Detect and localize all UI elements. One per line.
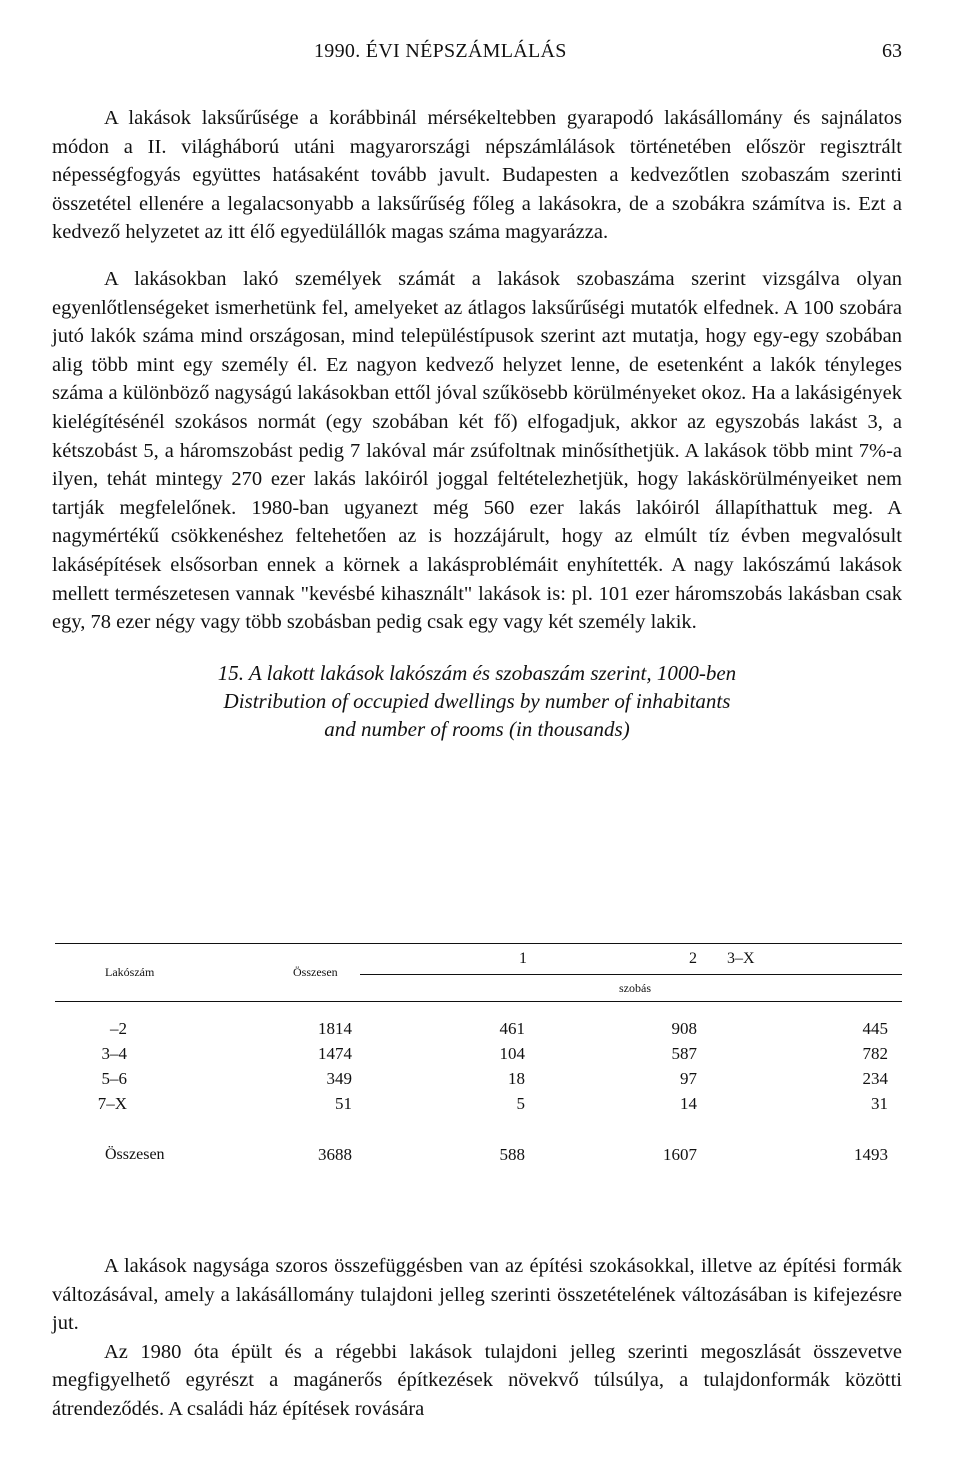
table-total-row bbox=[55, 1142, 902, 1167]
caption-line-2: Distribution of occupied dwellings by number of inhabitants bbox=[223, 688, 731, 713]
table-row bbox=[55, 1091, 902, 1116]
cell-total: 1474 bbox=[318, 1043, 352, 1063]
cell-c3: 445 bbox=[862, 1018, 888, 1038]
data-table bbox=[55, 943, 902, 1167]
cell-c1: 5 bbox=[516, 1093, 525, 1113]
bottom-text bbox=[52, 1252, 902, 1424]
total-c1: 588 bbox=[499, 1144, 525, 1164]
cell-c2: 908 bbox=[671, 1018, 697, 1038]
caption-line-1: 15. A lakott lakások lakószám és szobaszám szerint, 1000-ben bbox=[217, 660, 737, 685]
header-lakoszam: Lakószám bbox=[55, 944, 185, 1002]
cell-c2: 14 bbox=[680, 1093, 697, 1113]
row-label: –2 bbox=[110, 1018, 127, 1038]
page-header bbox=[52, 40, 902, 68]
paragraph-4: Az 1980 óta épült és a régebbi lakások tulajdoni jelleg szerinti megoszlását összevetve megfigyelhető egyrészt a magánerős építkezések növekvő túlsúlya, a tulajdonformák közötti átrendeződés. A családi ház építések rovására bbox=[52, 1340, 902, 1420]
row-label: 5–6 bbox=[101, 1068, 127, 1088]
cell-c1: 104 bbox=[499, 1043, 525, 1063]
header-osszesen: Összesen bbox=[185, 944, 360, 1002]
document-page bbox=[52, 40, 902, 1420]
cell-c2: 97 bbox=[680, 1068, 697, 1088]
cell-c2: 587 bbox=[671, 1043, 697, 1063]
paragraph-3: A lakások nagysága szoros összefüggésben van az építési szokásokkal, illetve az építési formák változásával, amely a lakásállomány tulajdoni jelleg szerinti összetételének változásában is kifejezésre jut. bbox=[52, 1255, 902, 1335]
cell-c3: 31 bbox=[871, 1093, 888, 1113]
cell-total: 51 bbox=[335, 1093, 352, 1113]
header-col-3x: 3–X bbox=[705, 944, 902, 975]
running-title: 1990. ÉVI NÉPSZÁMLÁLÁS bbox=[314, 40, 567, 62]
total-label: Összesen bbox=[105, 1145, 165, 1163]
paragraph-2: A lakásokban lakó személyek számát a lakások szobaszáma szerint vizsgálva olyan egyenlőtlenségeket ismerhetünk fel, amelyeket az átlagos laksűrűségi mutatók elfednek. A 100 szobára jutó lakók száma mind országosan, mind településtípusok szerint azt mutatja, hogy egy-egy szobában alig több mint egy személy él. Ez nagyon kedvező helyzet lenne, de esetenként a lakók tényleges száma a különböző nagyságú lakásokban ettől jóval szűkösebb körülményeket okoz. Ha a lakásigények kielégítésénél szokásos normát (egy szobában két fő) elfogadjuk, akkor az egyszobás lakást 3, a kétszobást 5, a háromszobást pedig 7 lakóval már zsúfoltnak minősíthetjük. A lakások több mint 7%-a ilyen, tehát mintegy 270 ezer lakás lakóiról joggal feltételezhetjük, hogy lakáskörülményeiket nem tartják megfelelőnek. 1980-ban ugyanezt még 560 ezer lakás lakóiról állapíthattuk meg. A nagymértékű csökkenéshez feltehetően az is hozzájárult, hogy az elmúlt tíz évben megvalósult lakásépítések elsősorban ennek a körnek a lakásproblémáit enyhítették. A nagy lakószámú lakások mellett természetesen vannak "kevésbé kihasznált" lakások is: pl. 101 ezer háromszobás lakásban csak egy, 78 ezer négy vagy több szobásban pedig csak egy vagy két személy lakik. bbox=[52, 267, 902, 634]
cell-c3: 234 bbox=[862, 1068, 888, 1088]
total-c2: 1607 bbox=[663, 1144, 697, 1164]
cell-c3: 782 bbox=[862, 1043, 888, 1063]
paragraph-1: A lakások laksűrűsége a korábbinál mérsékeltebben gyarapodó lakásállomány és sajnálatos módon a II. világháború utáni magyarországi népszámlálások történetében először regisztrált népességfogyás együttes hatásaként tovább javult. Budapesten a kedvezőtlen szobaszám szerinti összetétel ellenére a legalacsonyabb a laksűrűség főleg a lakásokra, de a szobákra számítva is. Ezt a kedvező helyzetet az itt élő egyedülállók magas száma magyarázza. bbox=[52, 107, 902, 244]
table-header-row bbox=[55, 944, 902, 975]
page-number: 63 bbox=[882, 40, 902, 62]
table-caption bbox=[52, 659, 902, 743]
row-label: 7–X bbox=[97, 1093, 127, 1113]
cell-total: 349 bbox=[326, 1068, 352, 1088]
table-row bbox=[55, 1016, 902, 1041]
header-col-2: 2 bbox=[535, 944, 705, 975]
caption-line-3: and number of rooms (in thousands) bbox=[324, 716, 630, 741]
header-col-1: 1 bbox=[360, 944, 535, 975]
cell-total: 1814 bbox=[318, 1018, 352, 1038]
row-label: 3–4 bbox=[101, 1043, 127, 1063]
table-row bbox=[55, 1041, 902, 1066]
table-row bbox=[55, 1066, 902, 1091]
total-c3: 1493 bbox=[854, 1144, 888, 1164]
cell-c1: 461 bbox=[499, 1018, 525, 1038]
header-szobas: szobás bbox=[360, 975, 902, 1002]
cell-c1: 18 bbox=[508, 1068, 525, 1088]
total-total: 3688 bbox=[318, 1144, 352, 1164]
